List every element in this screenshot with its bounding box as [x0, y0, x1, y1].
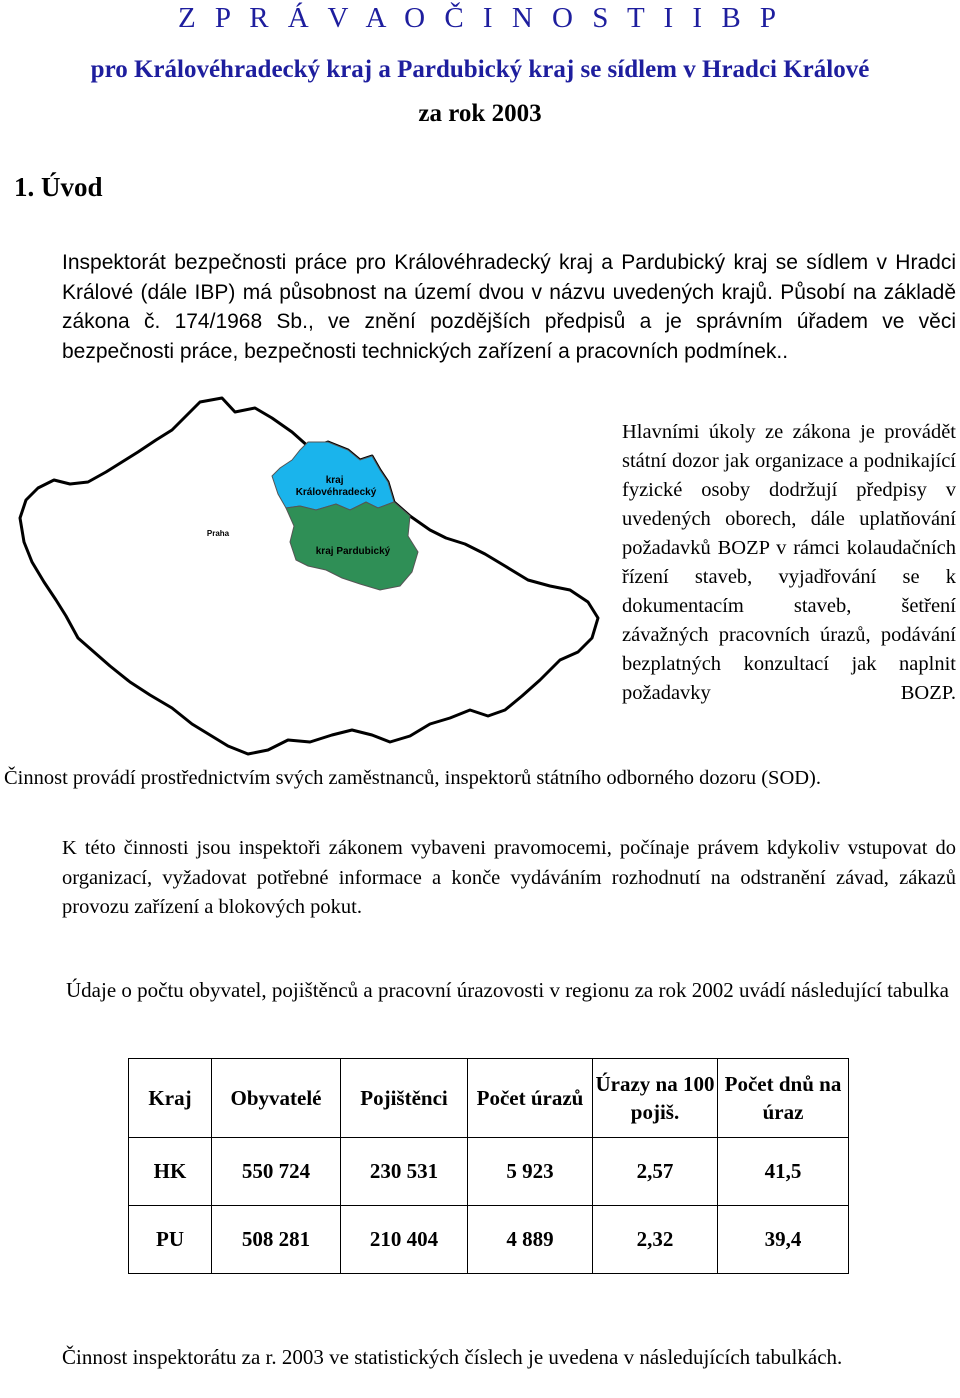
map-label-pu: kraj Pardubický: [315, 546, 391, 557]
table-row: [129, 1138, 849, 1206]
czech-republic-map: [10, 390, 610, 765]
document-subtitle: pro Královéhradecký kraj a Pardubický kraj se sídlem v Hradci Králové: [90, 56, 870, 83]
closing-text: Činnost inspektorátu za r. 2003 ve statistických číslech je uvedena v následujících tabulkách.: [62, 1345, 843, 1369]
cell-kraj: PU: [129, 1206, 212, 1274]
statistics-table: [128, 1058, 849, 1274]
cell-obyvatele: 508 281: [212, 1206, 341, 1274]
cell-pocet-urazu: 5 923: [468, 1138, 593, 1206]
cell-urazy-na-100: 2,57: [593, 1138, 718, 1206]
closing-paragraph: [4, 1343, 956, 1373]
rights-paragraph: [4, 834, 956, 923]
document-title: Z P R Á V A O Č I N O S T I I B P: [177, 2, 783, 34]
intro-text: Inspektorát bezpečnosti práce pro Královéhradecký kraj a Pardubický kraj se sídlem v Hradci Králové (dále IBP) má působnost na území dvou v názvu uvedených krajů. Působí na základě zákona č. 174/1968 Sb., ve znění pozdějších předpisů a je správním úřadem ve věci bezpečnosti práce, bezpečnosti technických zařízení a pracovních podmínek..: [62, 251, 956, 363]
header-obyvatele: Obyvatelé: [212, 1059, 341, 1138]
map-label-hk: kraj Královéhradecký: [295, 475, 377, 498]
intro-paragraph: [4, 248, 956, 366]
cell-pocet-dnu: 41,5: [718, 1138, 849, 1206]
header-kraj: Kraj: [129, 1059, 212, 1138]
cell-kraj: HK: [129, 1138, 212, 1206]
tasks-full-paragraph: Činnost provádí prostřednictvím svých zaměstnanců, inspektorů státního odborného dozoru (SOD).: [4, 767, 822, 789]
cell-urazy-na-100: 2,32: [593, 1206, 718, 1274]
cell-obyvatele: 550 724: [212, 1138, 341, 1206]
header-pojistenci: Pojištěnci: [341, 1059, 468, 1138]
cell-pocet-dnu: 39,4: [718, 1206, 849, 1274]
cell-pojistenci: 230 531: [341, 1138, 468, 1206]
rights-text: K této činnosti jsou inspektoři zákonem vybaveni pravomocemi, počínaje právem kdykoliv vstupovat do organizací, vyžadovat potřebné informace a konče vydáváním rozhodnutí na odstranění závad, zákazů provozu zařízení a blokových pokut.: [62, 837, 956, 918]
header-pocet-dnu: Počet dnů na úraz: [718, 1059, 849, 1138]
table-intro-text: Údaje o počtu obyvatel, pojištěnců a pracovní úrazovosti v regionu za rok 2002 uvádí následující tabulka: [66, 978, 949, 1002]
cell-pojistenci: 210 404: [341, 1206, 468, 1274]
section-heading: 1. Úvod: [14, 172, 103, 202]
header-pocet-urazu: Počet úrazů: [468, 1059, 593, 1138]
table-row: [129, 1206, 849, 1274]
table-header-row: [129, 1059, 849, 1138]
tasks-side-paragraph: Hlavními úkoly ze zákona je provádět státní dozor jak organizace a podnikající fyzické osoby dodržují předpisy v uvedených oborech, dále uplatňování požadavků BOZP v rámci kolaudačních řízení staveb, vyjadřování se k dokumentacím staveb, šetření závažných pracovních úrazů, podávání bezplatných konzultací jak naplnit požadavky BOZP.: [622, 421, 956, 704]
table-intro-paragraph: [8, 975, 956, 1006]
document-year: za rok 2003: [418, 100, 542, 127]
cell-pocet-urazu: 4 889: [468, 1206, 593, 1274]
map-label-praha: Praha: [206, 529, 230, 538]
header-urazy-na-100: Úrazy na 100 pojiš.: [593, 1059, 718, 1138]
